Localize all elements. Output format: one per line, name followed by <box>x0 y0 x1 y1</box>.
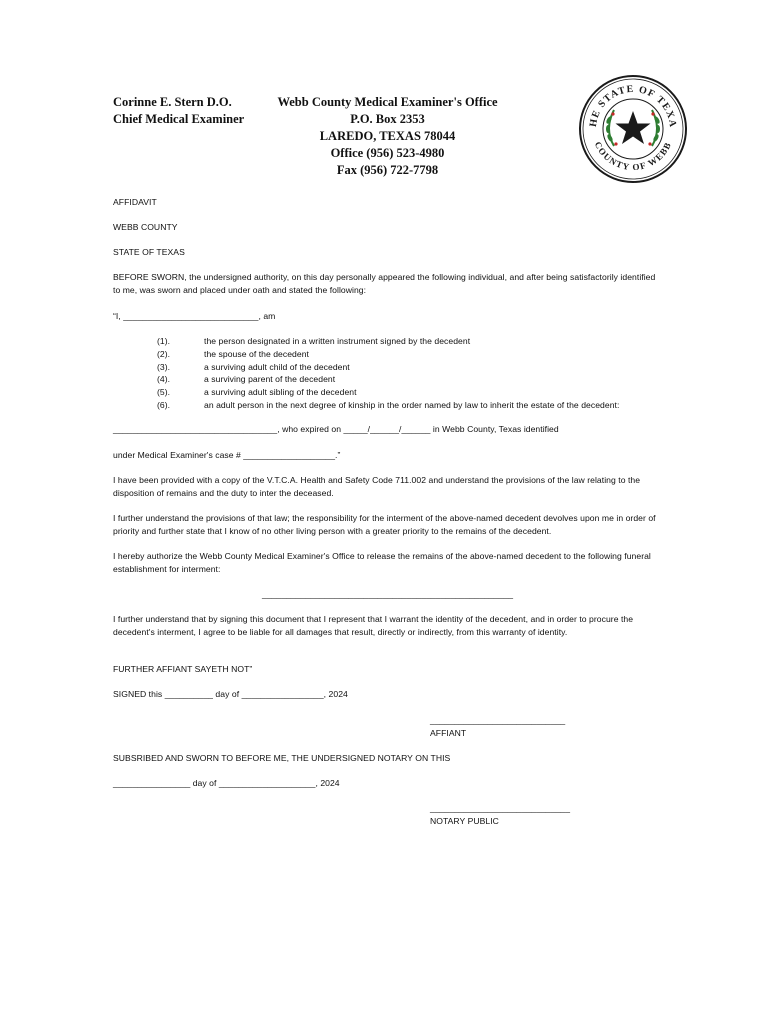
seal-bottom-text: COUNTY OF WEBB <box>592 140 674 173</box>
list-item <box>157 348 619 361</box>
list-item <box>157 361 619 374</box>
list-item <box>157 335 619 348</box>
list-item <box>157 399 619 412</box>
list-item-number: (6). <box>157 399 171 410</box>
list-item-number: (5). <box>157 387 171 398</box>
notary-signature-line: _____________________________ <box>430 803 571 813</box>
case-number-line: under Medical Examiner's case # ___________________.” <box>113 450 341 460</box>
seal-icon <box>578 74 688 184</box>
seal-top-text: HE STATE OF TEXA <box>587 83 679 129</box>
expired-line: __________________________________, who expired on _____/______/______ in Webb County, Texas identified <box>113 424 559 434</box>
signed-line: SIGNED this __________ day of _________________, 2024 <box>113 689 348 699</box>
list-item-number: (4). <box>157 374 171 385</box>
list-item <box>157 373 619 386</box>
further-affiant-line: FURTHER AFFIANT SAYETH NOT” <box>113 664 253 674</box>
funeral-establishment-line: ____________________________________________________ <box>262 589 514 599</box>
star-icon <box>616 111 651 144</box>
list-item-number: (2). <box>157 348 171 359</box>
office-phone: Office (956) 523-4980 <box>330 146 445 160</box>
examiner-title: Chief Medical Examiner <box>113 112 245 126</box>
before-sworn-paragraph: BEFORE SWORN, the undersigned authority, on this day personally appeared the following individual, and after being satisfactorily identified to me, was sworn and placed under oath and stated the following: <box>113 272 656 295</box>
po-box: P.O. Box 2353 <box>350 112 425 126</box>
state-heading: STATE OF TEXAS <box>113 247 185 257</box>
list-item-text: a surviving parent of the decedent <box>204 374 336 385</box>
list-item-text: a surviving adult child of the decedent <box>204 361 350 372</box>
examiner-name: Corinne E. Stern D.O. <box>113 95 232 109</box>
list-item-text: the spouse of the decedent <box>204 348 309 359</box>
office-fax: Fax (956) 722-7798 <box>336 163 439 177</box>
list-item-number: (3). <box>157 361 171 372</box>
notary-date-line: ________________ day of ____________________, 2024 <box>113 778 340 788</box>
subscribed-line: SUBSRIBED AND SWORN TO BEFORE ME, THE UNDERSIGNED NOTARY ON THIS <box>113 753 451 763</box>
list-item <box>157 386 619 399</box>
affidavit-heading: AFFIDAVIT <box>113 197 157 207</box>
examiner-header <box>113 94 244 128</box>
office-header <box>260 94 515 179</box>
list-item-text: the person designated in a written instrument signed by the decedent <box>204 336 471 346</box>
county-seal <box>578 74 688 184</box>
affiant-label: AFFIANT <box>430 728 467 738</box>
office-name: Webb County Medical Examiner's Office <box>277 95 498 109</box>
list-item-number: (1). <box>157 336 171 346</box>
notary-label: NOTARY PUBLIC <box>430 816 499 826</box>
county-heading: WEBB COUNTY <box>113 222 178 232</box>
i-am-line: “I, ____________________________, am <box>113 311 276 321</box>
relationship-list <box>157 335 619 412</box>
authorize-paragraph: I hereby authorize the Webb County Medical Examiner's Office to release the remains of the above-named decedent to the following funeral establishment for interment: <box>113 551 651 574</box>
affiant-signature-line: ____________________________ <box>430 715 566 725</box>
understand-paragraph: I further understand the provisions of that law; the responsibility for the interment of the above-named decedent devolves upon me in order of priority and further state that I know of no other living person with a greater priority to the remains of the decedent. <box>113 513 656 536</box>
list-item-text: an adult person in the next degree of kinship in the order named by law to inherit the estate of the decedent: <box>204 399 620 410</box>
list-item-text: a surviving adult sibling of the decedent <box>204 387 357 398</box>
provided-paragraph: I have been provided with a copy of the V.T.C.A. Health and Safety Code 711.002 and understand the provisions of the law relating to the disposition of remains and the duty to inter the deceased. <box>113 475 641 498</box>
warrant-paragraph: I further understand that by signing this document that I represent that I warrant the identity of the decedent, and in order to procure the decedent's interment, I agree to be liable for all damages that result, directly or indirectly, from this warranty of identity. <box>113 614 634 637</box>
office-city: LAREDO, TEXAS 78044 <box>319 129 456 143</box>
